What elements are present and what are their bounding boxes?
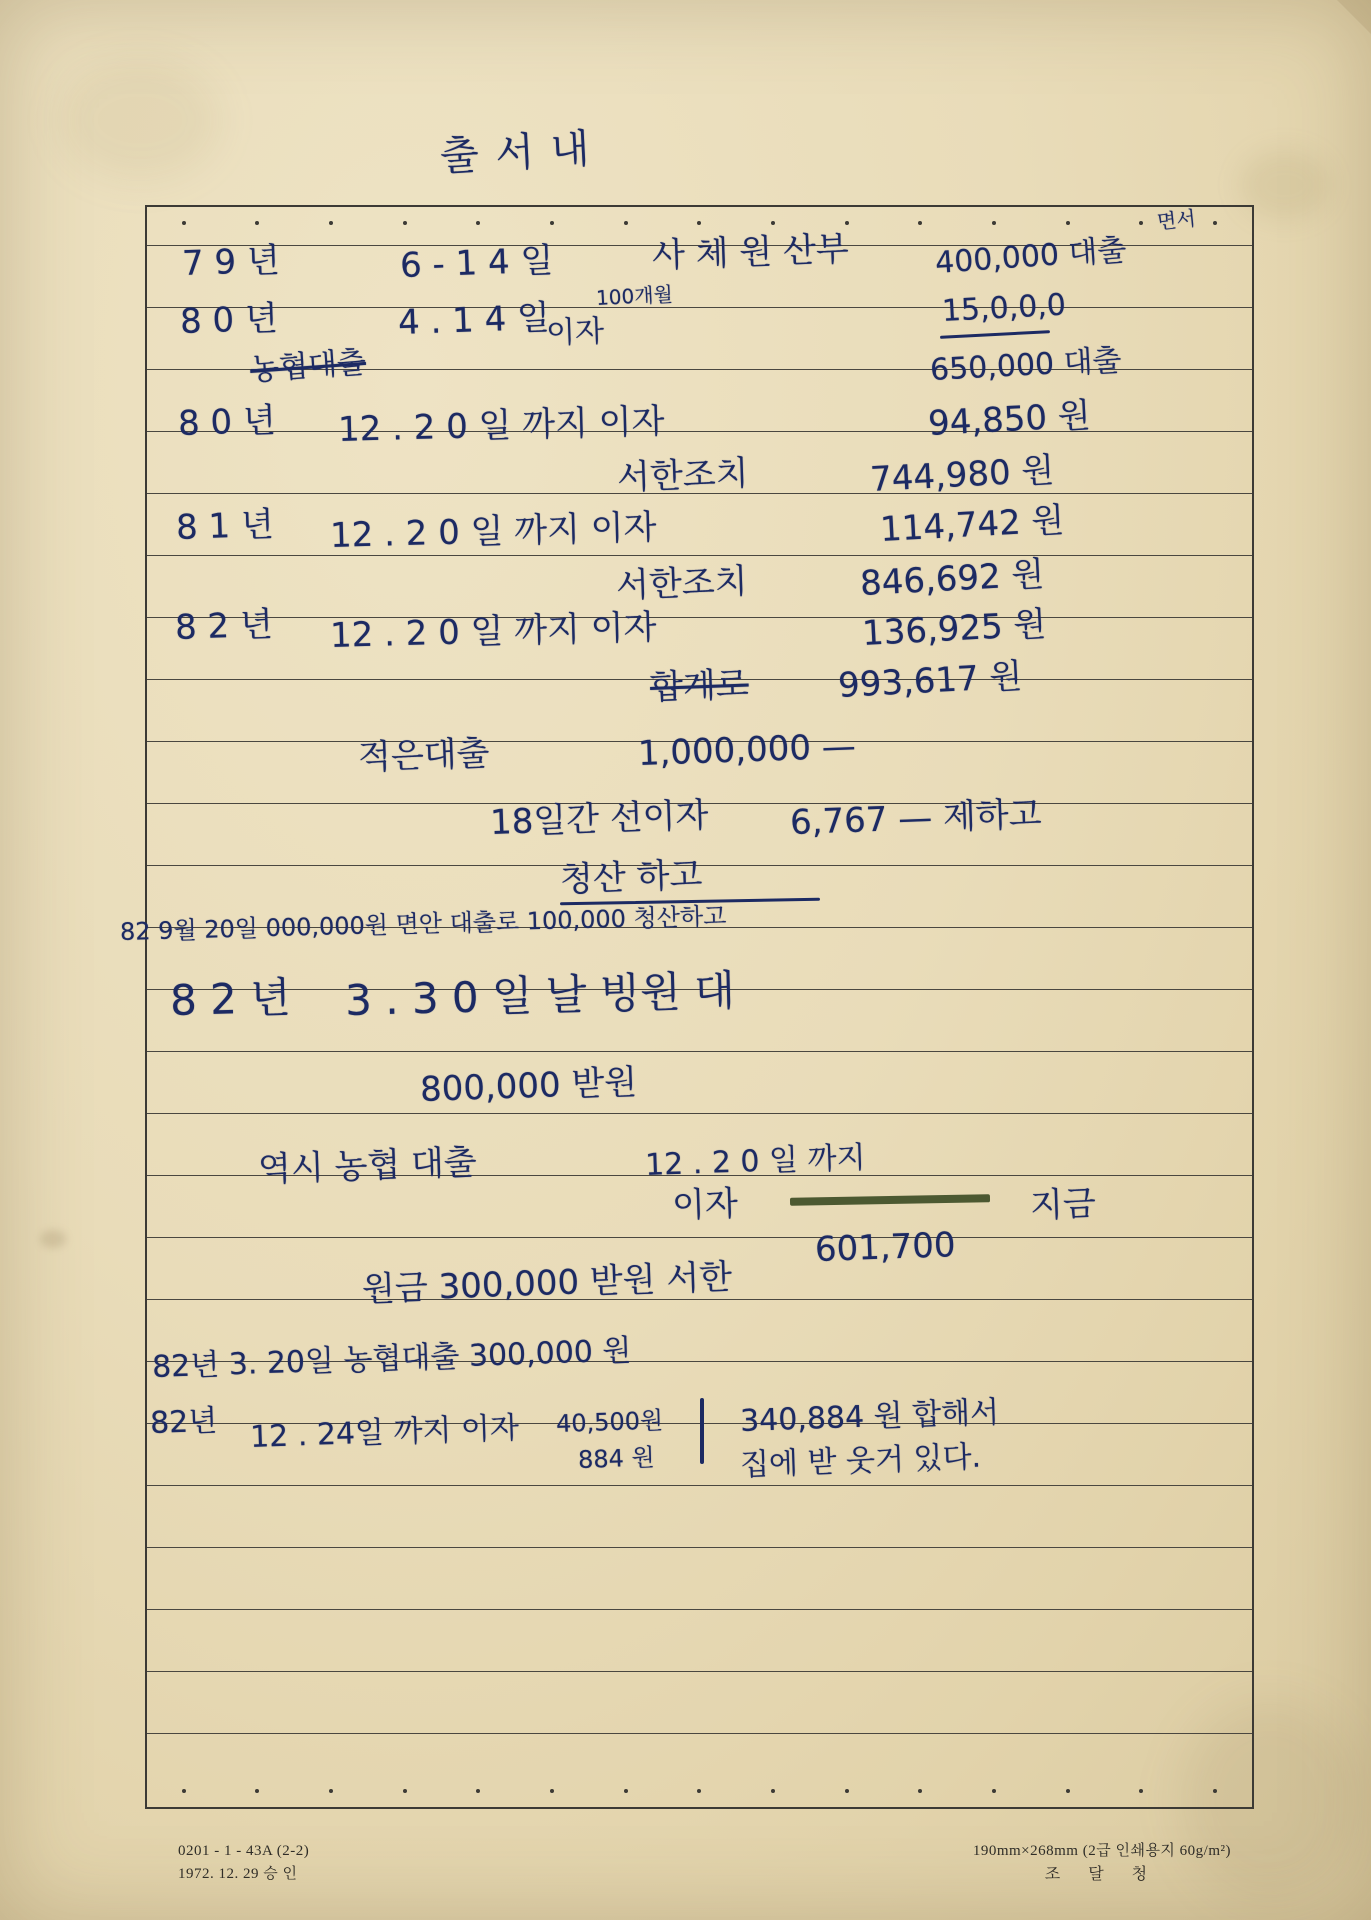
handwritten-line: 800,000 받원 [419, 1062, 638, 1110]
handwritten-line: 12 . 2 0 일 까지 이자 [329, 607, 657, 656]
handwritten-line: 지금 [1029, 1183, 1097, 1226]
corner-fold [1337, 0, 1371, 34]
handwritten-line: 역시 농협 대출 [257, 1142, 478, 1190]
handwritten-line: 8 2 년 [169, 972, 292, 1025]
handwritten-line: 이자 [545, 313, 605, 351]
paper-stain [40, 1230, 66, 1248]
handwritten-line: 400,000 대출 [934, 232, 1128, 281]
handwritten-line: 18일간 선이자 [489, 795, 709, 843]
paper-spec: 190mm×268mm (2급 인쇄용지 60g/m²) [972, 1843, 1231, 1859]
handwritten-line: 744,980 원 [869, 450, 1056, 500]
handwritten-line: 사 체 원 산부 [651, 229, 850, 276]
handwritten-line: 3 . 3 0 일 날 빙원 대 [344, 965, 736, 1025]
footer-left [178, 1840, 309, 1887]
handwritten-line: 82년 [149, 1403, 218, 1441]
handwritten-line: 청산 하고 [559, 855, 703, 900]
handwritten-line: 340,884 원 합해서 [739, 1394, 1000, 1439]
handwritten-line: 8 0 년 [177, 400, 277, 444]
handwritten-line: 8 0 년 [179, 298, 279, 342]
handwritten-line: 4 . 1 4 일 [397, 297, 551, 343]
handwritten-line: 94,850 원 [927, 395, 1092, 444]
handwritten-line: 적은대출 [357, 733, 491, 778]
handwritten-line: 12 . 2 0 일 까지 이자 [329, 507, 657, 556]
handwritten-line: 846,692 원 [859, 554, 1046, 604]
footer-right [973, 1840, 1231, 1888]
handwritten-line: 82 9월 20일 000,000원 면안 대출로 100,000 청산하고 [119, 902, 727, 946]
handwritten-line: 100개월 [595, 281, 674, 310]
paper-stain [60, 60, 220, 180]
handwritten-line: 136,925 원 [861, 604, 1048, 654]
agency-name: 조 달 청 [1044, 1866, 1160, 1884]
handwritten-line: 6 - 1 4 일 [399, 240, 554, 286]
handwritten-line: 15,0,0,0 [941, 287, 1067, 329]
handwritten-line: 12 . 24일 까지 이자 [249, 1410, 520, 1455]
form-code: 0201 - 1 - 43A (2-2) [178, 1843, 310, 1859]
handwritten-line: 1,000,000 — [637, 726, 857, 774]
handwritten-line: 서한조치 [616, 453, 750, 498]
handwritten-line: 8 2 년 [174, 604, 274, 648]
dot-row-bottom [147, 1783, 1252, 1799]
handwritten-line: 이자 [671, 1183, 739, 1226]
handwritten-line: 6,767 — 제하고 [789, 794, 1043, 843]
handwritten-line: 원금 300,000 받원 서한 [361, 1257, 733, 1310]
page-title: 출 서 내 [438, 126, 593, 180]
handwritten-line: 993,617 원 [837, 656, 1024, 706]
handwritten-line: 8 1 년 [175, 504, 275, 548]
handwritten-line: 650,000 대출 [929, 342, 1123, 388]
handwritten-line: 82년 3. 20일 농협대출 300,000 원 [151, 1333, 633, 1385]
handwritten-line: 합계로 [649, 664, 750, 708]
handwritten-line: 12 . 2 0 일 까지 이자 [337, 401, 665, 450]
approval-date: 1972. 12. 29 승 인 [178, 1866, 298, 1883]
handwritten-line: 농협대출 [249, 344, 368, 388]
handwritten-line: 12 . 2 0 일 까지 [644, 1140, 867, 1183]
handwritten-line: 면서 [1155, 206, 1197, 234]
handwritten-line: 114,742 원 [879, 500, 1066, 550]
handwritten-line: 7 9 년 [181, 240, 281, 284]
handwritten-line: 서한조치 [615, 561, 749, 606]
handwritten-line: 40,500원 [555, 1406, 664, 1438]
handwritten-line: 집에 받 웃거 있다. [739, 1439, 982, 1483]
handwritten-line: 601,700 [814, 1225, 957, 1270]
handwritten-line: 884 원 [577, 1443, 656, 1474]
ink-brace [700, 1398, 704, 1464]
